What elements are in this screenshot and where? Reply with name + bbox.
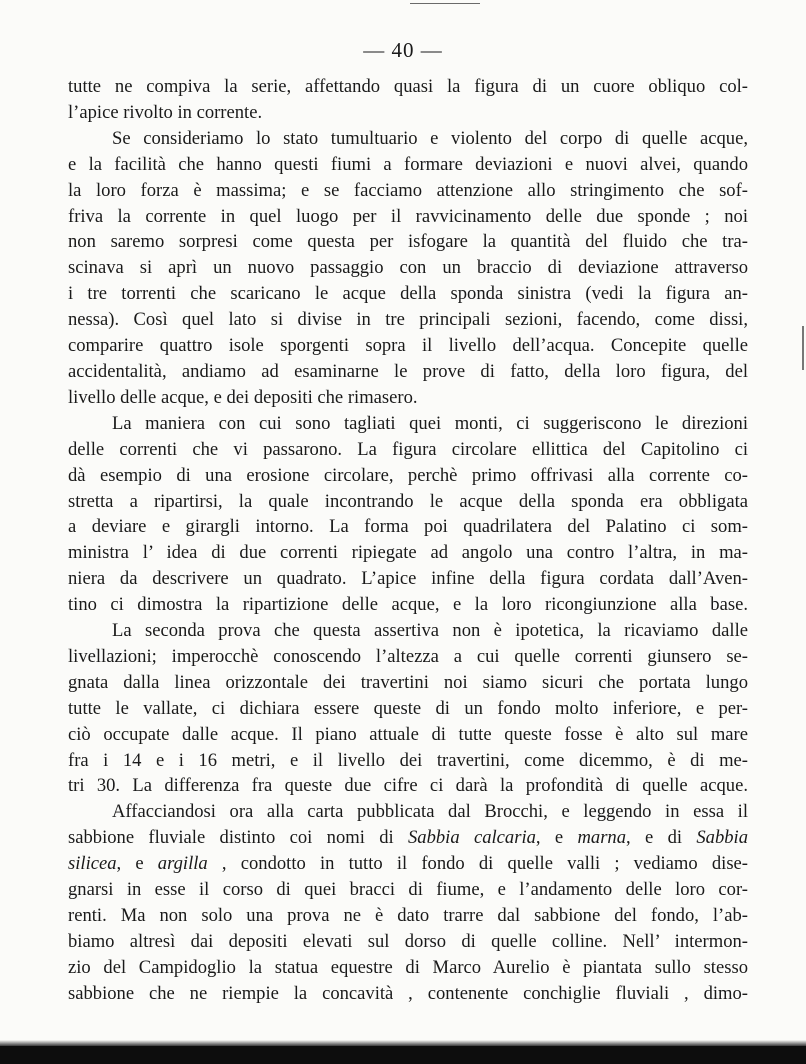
text-line: l’apice rivolto in corrente. bbox=[68, 101, 263, 123]
text-line: friva la corrente in quel luogo per il ravvicinamento delle due sponde ; noi bbox=[68, 205, 748, 227]
text-line: non saremo sorpresi come questa per isfogare la quantità del fluido che tra- bbox=[68, 231, 748, 253]
text-line: scinava si aprì un nuovo passaggio con un braccio di deviazione attraverso bbox=[68, 257, 748, 279]
paragraph-start-line: Affacciandosi ora alla carta pubblicata dal Brocchi, e leggendo in essa il bbox=[112, 801, 748, 823]
text-line: gnata dalla linea orizzontale dei travertini noi siamo sicuri che portata lungo bbox=[68, 671, 748, 693]
text-line: i tre torrenti che scaricano le acque della sponda sinistra (vedi la figura an- bbox=[68, 283, 748, 305]
text-line: renti. Ma non solo una prova ne è dato trarre dal sabbione del fondo, l’ab- bbox=[68, 905, 748, 926]
text-line: gnarsi in esse il corso di quei bracci di fiume, e l’andamento delle loro cor- bbox=[68, 879, 748, 901]
text-line: nessa). Così quel lato si divise in tre principali sezioni, facendo, come dissi, bbox=[68, 309, 748, 331]
paragraph-start-line: La seconda prova che questa assertiva non è ipotetica, la ricaviamo dalle bbox=[112, 620, 748, 642]
text-line: a deviare e girargli intorno. La forma poi quadrilatera del Palatino ci som- bbox=[68, 516, 748, 538]
text-line: accidentalità, andiamo ad esaminarne le prove di fatto, della loro figura, del bbox=[68, 360, 748, 382]
text-line: dà esempio di una erosione circolare, perchè primo offrivasi alla corrente co- bbox=[68, 464, 748, 486]
text-line: tino ci dimostra la ripartizione delle acque, e la loro ricongiunzione alla base. bbox=[68, 594, 748, 616]
text-line: sabbione che ne riempie la concavità , contenente conchiglie fluviali , dimo- bbox=[68, 982, 748, 1004]
text-line: stretta a ripartirsi, la quale incontrando le acque della sponda era obbligata bbox=[68, 490, 748, 512]
paragraph-start-line: La maniera con cui sono tagliati quei monti, ci suggeriscono le direzioni bbox=[112, 412, 748, 434]
page-number: — 40 — bbox=[363, 38, 443, 62]
text-line: ministra l’ idea di due correnti ripiegate ad angolo una contro l’altra, in ma- bbox=[68, 542, 748, 564]
text-line: silicea, e argilla , condotto in tutto il fondo di quelle valli ; vediamo dise- bbox=[68, 853, 749, 875]
text-line: livellazioni; imperocchè conoscendo l’altezza a cui quelle correnti giunsero se- bbox=[68, 645, 748, 667]
body-text bbox=[68, 74, 748, 1007]
text-line: comparire quattro isole sporgenti sopra il livello dell’acqua. Concepite quelle bbox=[68, 335, 748, 357]
text-line: livello delle acque, e dei depositi che rimasero. bbox=[68, 386, 418, 408]
text-line: e la facilità che hanno questi fiumi a formare deviazioni e nuovi alvei, quando bbox=[68, 153, 748, 175]
text-line: ciò occupate dalle acque. Il piano attuale di tutte queste fosse è alto sul mare bbox=[68, 723, 748, 745]
text-line: zio del Campidoglio la statua equestre di Marco Aurelio è piantata sullo stesso bbox=[68, 956, 748, 978]
paragraph-start-line: Se consideriamo lo stato tumultuario e violento del corpo di quelle acque, bbox=[112, 127, 748, 149]
text-line: fra i 14 e i 16 metri, e il livello dei travertini, come dicemmo, è di me- bbox=[68, 749, 748, 771]
scan-bottom-edge bbox=[0, 1046, 806, 1064]
text-line: biamo altresì dai depositi elevati sul dorso di quelle colline. Nell’ intermon- bbox=[68, 930, 748, 952]
top-edge-rule bbox=[410, 3, 480, 4]
text-line: tutte ne compiva la serie, affettando quasi la figura di un cuore obliquo col- bbox=[68, 76, 748, 97]
text-line: delle correnti che vi passarono. La figura circolare ellittica del Capitolino ci bbox=[68, 438, 748, 460]
page-edge-mark bbox=[802, 326, 804, 370]
text-line: niera da descrivere un quadrato. L’apice infine della figura cordata dall’Aven- bbox=[68, 568, 748, 590]
text-line: tutte le vallate, ci dichiara essere queste di un fondo molto inferiore, e per- bbox=[68, 697, 748, 719]
text-line: sabbione fluviale distinto coi nomi di Sabbia calcaria, e marna, e di Sabbia bbox=[68, 827, 749, 849]
text-line: tri 30. La differenza fra queste due cifre ci darà la profondità di quelle acque. bbox=[68, 775, 748, 797]
text-line: la loro forza è massima; e se facciamo attenzione allo stringimento che sof- bbox=[68, 179, 748, 201]
